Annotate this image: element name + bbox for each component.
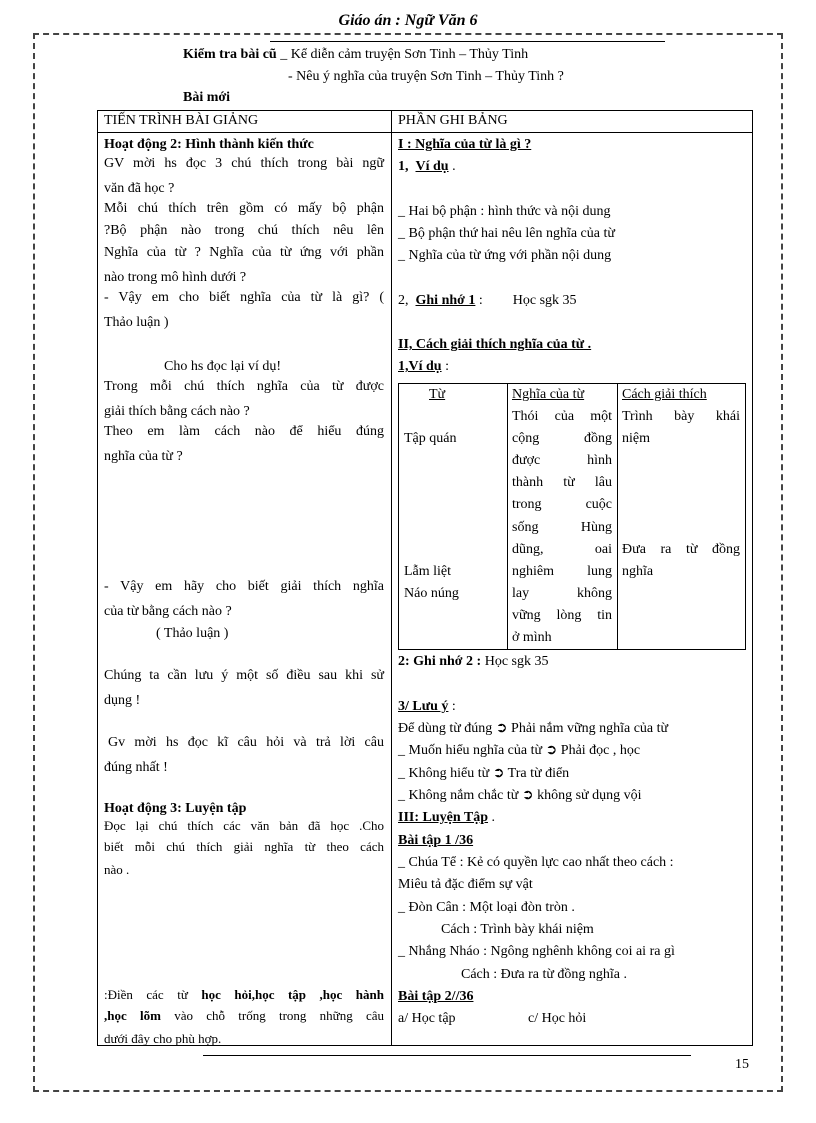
- section-1-title: I : Nghĩa của từ là gì ?: [398, 137, 532, 152]
- example-method-line: Trình bày khái: [622, 409, 740, 424]
- example-method-line: nghĩa: [622, 564, 654, 579]
- example-header-cach: Cách giải thích: [622, 387, 707, 402]
- section-2-ghi-nho: 2: Ghi nhớ 2 : Học sgk 35: [398, 654, 549, 669]
- right-line: Cách : Đưa ra từ đồng nghĩa .: [461, 967, 628, 982]
- left-line: nghĩa của từ ?: [104, 449, 183, 464]
- left-line: Chúng ta cần lưu ý một số điều sau khi sử: [104, 668, 384, 683]
- right-line: _ Nhắng Nháo : Ngông nghênh không coi ai ra gì: [398, 944, 675, 959]
- example-meaning-line: nghiêm lung: [512, 564, 612, 579]
- right-line: _ Hai bộ phận : hình thức và nội dung: [398, 204, 611, 219]
- page-number: 15: [735, 1057, 749, 1072]
- example-meaning-line: được hình: [512, 453, 612, 468]
- left-line: Đọc lại chú thích các văn bản đã học .Cho: [104, 818, 384, 833]
- intro-kiem-tra: [183, 47, 528, 63]
- example-meaning-line: Thói của một: [512, 409, 612, 424]
- left-line: Theo em làm cách nào để hiểu đúng: [104, 424, 384, 439]
- bai-tap-1-title: Bài tập 1 /36: [398, 833, 474, 848]
- right-line: _ Bộ phận thứ hai nêu lên nghĩa của từ: [398, 226, 615, 241]
- example-header-tu: Từ: [429, 387, 446, 402]
- left-line: ( Thảo luận ): [156, 626, 229, 641]
- col-header-ghi-bang: PHẦN GHI BẢNG: [398, 113, 508, 128]
- bai-moi: Bài mới: [183, 90, 231, 105]
- hd2-title: Hoạt động 2: Hình thành kiến thức: [104, 137, 314, 152]
- kiem-tra-label: Kiểm tra bài cũ: [183, 47, 277, 62]
- example-header-nghia: Nghĩa của từ: [512, 387, 585, 402]
- column-divider: [391, 111, 392, 1045]
- example-word: Tập quán: [404, 431, 457, 446]
- left-line: Nghĩa của từ ? Nghĩa của từ ứng với phần: [104, 245, 384, 260]
- left-line: ?Bộ phận nào trong chú thích nêu lên: [104, 223, 384, 238]
- example-meaning-line: dũng, oai: [512, 542, 612, 557]
- section-1-vidu: 1, Ví dụ .: [398, 159, 456, 174]
- right-line: _ Không hiểu từ ➲ Tra từ điển: [398, 766, 570, 781]
- right-line: Cách : Trình bày khái niệm: [441, 922, 594, 937]
- left-line: Mỗi chú thích trên gồm có mấy bộ phận: [104, 201, 384, 216]
- left-line-fill-in: :Điền các từ học hỏi,học tập ,học hành: [104, 987, 384, 1002]
- example-meaning-line: trong cuộc: [512, 497, 612, 512]
- left-line: giải thích bằng cách nào ?: [104, 404, 250, 419]
- left-line: - Vậy em hãy cho biết giải thích nghĩa: [104, 579, 384, 594]
- left-line: GV mời hs đọc 3 chú thích trong bài ngữ: [104, 156, 384, 171]
- example-meaning-line: cộng đồng: [512, 431, 612, 446]
- left-line: Trong mỗi chú thích nghĩa của từ được: [104, 379, 384, 394]
- example-meaning-line: ở mình: [512, 630, 552, 645]
- right-line: _ Đòn Cân : Một loại đòn tròn .: [398, 900, 575, 915]
- col-header-tien-trinh: TIẾN TRÌNH BÀI GIẢNG: [104, 113, 259, 128]
- example-meaning-line: lay không: [512, 586, 612, 601]
- section-1-ghi-nho: 2, Ghi nhớ 1 : Học sgk 35: [398, 293, 577, 308]
- left-line-fill-in: ,học lõm vào chỗ trống trong những câu: [104, 1008, 384, 1023]
- left-line: Gv mời hs đọc kĩ câu hỏi và trả lời câu: [108, 735, 384, 750]
- left-line: nào .: [104, 862, 130, 877]
- example-table-divider: [617, 384, 618, 649]
- left-line: Thảo luận ): [104, 315, 169, 330]
- example-table-divider: [507, 384, 508, 649]
- kiem-tra-text: _ Kể diễn cảm truyện Sơn Tinh – Thủy Tinh: [280, 47, 529, 62]
- right-line: _ Nghĩa của từ ứng với phần nội dung: [398, 248, 612, 263]
- left-line: Cho hs đọc lại ví dụ!: [164, 359, 282, 374]
- hd3-title: Hoạt động 3: Luyện tập: [104, 801, 247, 816]
- bai-tap-2-c: c/ Học hỏi: [528, 1011, 587, 1026]
- section-2-title: II, Cách giải thích nghĩa của từ .: [398, 337, 592, 352]
- left-line: dưới đây cho phù hợp.: [104, 1031, 222, 1046]
- right-line: _ Chúa Tể : Kẻ có quyền lực cao nhất theo cách :: [398, 855, 674, 870]
- example-method-line: niệm: [622, 431, 650, 446]
- header-row-divider: [98, 132, 752, 133]
- left-line: văn đã học ?: [104, 181, 175, 196]
- section-3-title: III: Luyện Tập .: [398, 810, 496, 825]
- example-meaning-line: sống Hùng: [512, 520, 612, 535]
- bai-tap-2-a: a/ Học tập: [398, 1011, 456, 1026]
- right-line: _ Muốn hiểu nghĩa của từ ➲ Phải đọc , học: [398, 743, 641, 758]
- section-2-vidu: 1,Ví dụ :: [398, 359, 449, 374]
- right-line: Để dùng từ đúng ➲ Phải nắm vững nghĩa của từ: [398, 721, 669, 736]
- example-meaning-line: vững lòng tin: [512, 608, 612, 623]
- left-line: dụng !: [104, 693, 141, 708]
- left-line: đúng nhất !: [104, 760, 168, 775]
- left-line: nào trong mô hình dưới ?: [104, 270, 247, 285]
- example-table: [398, 383, 746, 650]
- right-line: _ Không nắm chắc từ ➲ không sử dụng vội: [398, 788, 642, 803]
- header-rule: [270, 41, 665, 42]
- bai-tap-2-title: Bài tập 2//36: [398, 989, 474, 1004]
- left-line: - Vậy em cho biết nghĩa của từ là gì? (: [104, 290, 384, 305]
- footer-rule: [203, 1055, 691, 1056]
- example-meaning-line: thành từ lâu: [512, 475, 612, 490]
- example-method-line: Đưa ra từ đồng: [622, 542, 740, 557]
- right-line: Miêu tả đặc điểm sự vật: [398, 877, 533, 892]
- page-header-title: Giáo án : Ngữ Văn 6: [338, 12, 478, 29]
- luu-y-title: 3/ Lưu ý :: [398, 699, 456, 714]
- lesson-table: [97, 110, 753, 1046]
- example-word: Lẫm liệt: [404, 564, 452, 579]
- left-line: của từ bằng cách nào ?: [104, 604, 232, 619]
- left-line: biết mỗi chú thích giải nghĩa từ theo cách: [104, 839, 384, 854]
- intro-nghia: - Nêu ý nghĩa của truyện Sơn Tinh – Thủy Tinh ?: [288, 69, 564, 84]
- example-word: Náo núng: [404, 586, 459, 601]
